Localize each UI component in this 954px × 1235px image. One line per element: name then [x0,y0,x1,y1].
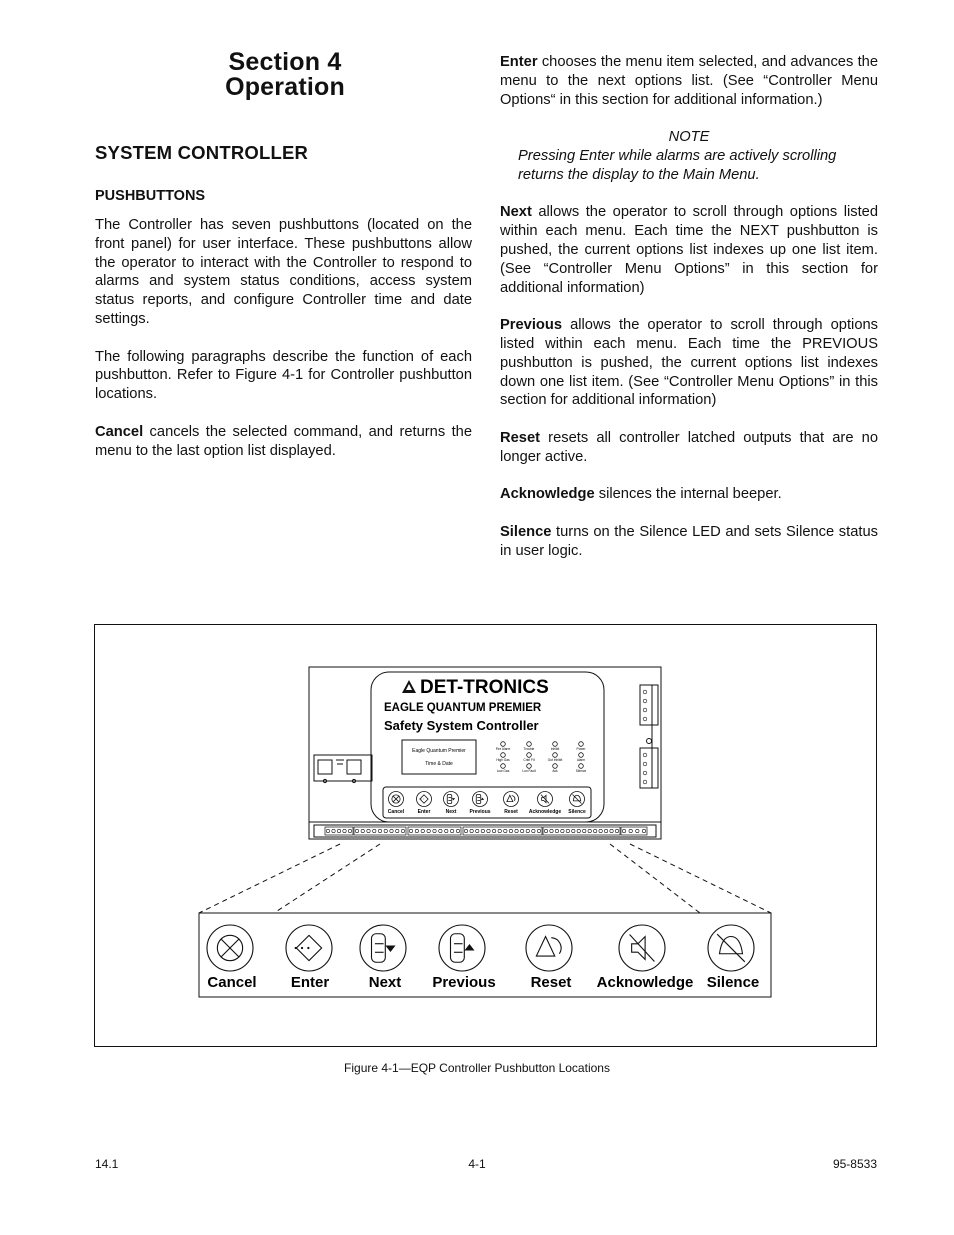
status-led [501,753,506,758]
enter-term: Enter [500,54,538,70]
heading-pushbuttons: PUSHBUTTONS [95,188,206,204]
terminal-group [325,827,353,835]
button-label-acknowledge: Acknowledge [596,974,694,991]
terminal-pin [421,829,424,832]
terminal-pin [636,829,639,832]
section-name: Operation [225,73,345,101]
status-led [553,742,558,747]
figure-caption: Figure 4-1—EQP Controller Pushbutton Locations [344,1061,610,1075]
terminal-pin [348,829,351,832]
terminal-group [543,827,620,835]
terminal-pin [577,829,580,832]
small-button-label: Previous [469,809,491,815]
enter-paragraph: Enter chooses the menu item selected, and advances the menu to the next options list. (See “Controller Menu Options“ in this section for additional information.) [500,54,878,108]
small-button-label: Next [445,809,457,815]
small-button-reset [504,792,519,816]
terminal-pin [509,829,512,832]
status-led [501,764,506,769]
brand-name: DET-TRONICS [420,677,549,698]
terminal-pin [401,829,404,832]
terminal-pin [643,771,647,775]
button-label-reset: Reset [530,974,572,991]
terminal-pin [367,829,370,832]
terminal-pin [332,829,335,832]
right-terminal-upper [640,685,658,725]
section-number: Section 4 [228,48,342,76]
status-led-label: Inhibit [550,747,560,751]
status-led [553,764,558,769]
button-next [360,925,406,991]
terminal-pin [464,829,467,832]
small-button-cancel [388,792,405,816]
status-led [527,742,532,747]
terminal-pin [537,829,540,832]
terminal-pin [390,829,393,832]
button-cancel [207,925,257,991]
intro-paragraph: The Controller has seven pushbuttons (located on the front panel) for user interface. These pushbuttons allow the operator to interact with the Controller to respond to alarms and system status conditions, access system status reports, and configure Controller time and date settings. [95,217,472,327]
reset-paragraph: Reset resets all controller latched outputs that are no longer active. [500,429,878,465]
terminal-pin [588,829,591,832]
status-led [579,764,584,769]
button-acknowledge [597,925,694,991]
note-body: Pressing Enter while alarms are actively scrolling returns the display to the Main Menu. [518,147,837,183]
heading-system-controller: SYSTEM CONTROLLER [95,142,309,163]
status-led [553,753,558,758]
terminal-pin [456,829,459,832]
terminal-pin [520,829,523,832]
button-label-next: Next [368,974,402,991]
terminal-pin [361,829,364,832]
left-connector-block [314,755,372,781]
leader-lines [199,844,771,913]
acknowledge-term: Acknowledge [500,486,595,503]
button-label-enter: Enter [290,974,330,991]
status-led-label: Out Inhibit [547,758,563,762]
terminal-pin [566,829,569,832]
small-button-acknowledge [529,792,561,816]
terminal-pin [604,829,607,832]
terminal-pin [622,829,625,832]
large-buttons [207,925,759,991]
status-led-label: Power [576,747,586,751]
terminal-pin [532,829,535,832]
terminal-pin [544,829,547,832]
terminal-pin [593,829,596,832]
terminal-pin [439,829,442,832]
terminal-group [408,827,461,835]
button-silence [707,925,760,991]
small-button-next [444,792,459,816]
display-screen [402,740,476,774]
terminal-pin [643,708,647,712]
terminal-pin [343,829,346,832]
product-line: EAGLE QUANTUM PREMIER [384,702,542,714]
note-title: NOTE [668,129,710,146]
product-name: Safety System Controller [384,718,539,733]
next-term: Next [500,204,532,221]
terminal-pin [572,829,575,832]
reset-term: Reset [500,429,541,446]
display-line-2: Time & Date [425,761,453,767]
terminal-pin [326,829,329,832]
footer-left: 14.1 [95,1157,119,1171]
terminal-pin [550,829,553,832]
small-button-silence [568,792,586,816]
button-enter [286,925,332,991]
status-led-label: Lon Fault [522,769,536,773]
status-led-label: Cntrl Flt [523,758,535,762]
next-paragraph: Next allows the operator to scroll through options listed within each menu. Each time the NEXT pushbutton is pushed, the current options list indexes up one list item. (See “Controller Menu Options” in this section for additional information) [500,204,878,296]
display-line-1: Eagle Quantum Premier [412,748,466,754]
terminal-pin [337,829,340,832]
status-led-label: Trouble [523,747,535,751]
terminal-pin [610,829,613,832]
silence-paragraph: Silence turns on the Silence LED and sets Silence status in user logic. [500,523,878,559]
terminal-pin [643,699,647,703]
terminal-pin [643,780,647,784]
status-led-label: Alarm [576,758,586,762]
terminal-pin [450,829,453,832]
terminal-pin [396,829,399,832]
terminal-pin [643,762,647,766]
terminal-pin [433,829,436,832]
det-tronics-logo [402,677,549,698]
terminal-pin [487,829,490,832]
terminal-group [621,827,647,835]
terminal-pin [629,829,632,832]
terminal-pin [470,829,473,832]
terminal-pin [373,829,376,832]
terminal-pin [384,829,387,832]
terminal-pin [515,829,518,832]
terminal-pin [504,829,507,832]
status-led-label: Fire Alarm [495,747,511,751]
small-buttons [388,792,586,816]
status-led-grid [496,742,587,773]
previous-term: Previous [500,317,563,334]
footer-doc-number: 95-8533 [832,1157,877,1171]
status-led-label: Low Gas [496,769,510,773]
status-led [579,742,584,747]
small-button-enter [417,792,432,816]
button-label-previous: Previous [432,974,496,991]
status-led [501,742,506,747]
footer-page-number: 4-1 [468,1157,486,1171]
status-led-label: Silence [575,769,587,773]
terminal-pin [492,829,495,832]
terminal-pin [445,829,448,832]
small-button-label: Silence [568,809,586,815]
right-terminal-lower [640,748,658,788]
terminal-pin [427,829,430,832]
terminal-pin [378,829,381,832]
terminal-pin [355,829,358,832]
terminal-pin [615,829,618,832]
status-led [579,753,584,758]
small-button-label: Cancel [387,809,405,815]
terminal-pin [498,829,501,832]
reference-paragraph: The following paragraphs describe the function of each pushbutton. Refer to Figure 4-1 for Controller pushbutton locations. [95,348,472,403]
terminal-pin [599,829,602,832]
small-button-label: Enter [417,809,431,815]
small-button-label: Reset [504,809,518,815]
terminal-pin [643,753,647,757]
button-reset [526,925,572,991]
button-previous [432,925,495,991]
terminal-pin [561,829,564,832]
status-led [527,764,532,769]
terminal-pin [643,690,647,694]
terminal-pin [583,829,586,832]
terminal-group [463,827,542,835]
status-led-label: Ack [552,769,558,773]
status-led-label: High Gas [496,758,510,762]
button-label-silence: Silence [706,974,760,991]
silence-term: Silence [500,523,552,540]
terminal-pin [643,717,647,721]
terminal-pin [476,829,479,832]
small-button-previous [469,792,490,816]
small-button-label: Acknowledge [528,809,562,815]
status-led [527,753,532,758]
cancel-term: Cancel [95,423,144,440]
cancel-paragraph: Cancel cancels the selected command, and returns the menu to the last option list displayed. [95,423,472,459]
previous-paragraph: Previous allows the operator to scroll through options listed within each menu. Each time the PREVIOUS pushbutton is pushed, the current options list indexes down one list item. (See “Controller Menu Options” in this section for additional information) [500,317,878,409]
terminal-pin [415,829,418,832]
terminal-pin [642,829,645,832]
terminal-pin [526,829,529,832]
terminal-pin [409,829,412,832]
terminal-pin [481,829,484,832]
terminal-pin [555,829,558,832]
terminal-group [354,827,406,835]
button-label-cancel: Cancel [207,974,257,991]
acknowledge-paragraph: Acknowledge silences the internal beeper. [500,486,782,503]
